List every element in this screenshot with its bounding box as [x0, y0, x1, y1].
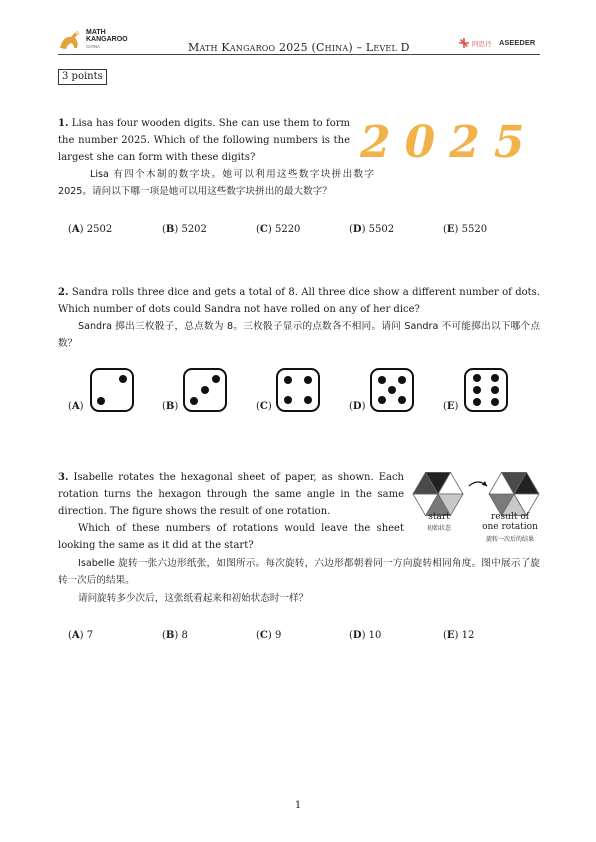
question-3-text-en-2: Which of these numbers of rotations would leave the sheet looking the same as it did at the start? — [58, 523, 404, 551]
question-1-text-cn: Lisa 有四个木制的数字块。她可以利用这些数字块拼出数字 2025。请问以下哪一项是她可以用这些数字块拼出的最大数字？ — [58, 169, 374, 197]
option-1b[interactable]: (B) 5202 — [162, 224, 207, 235]
result-label-1: result of — [490, 512, 530, 522]
die-dot — [119, 375, 127, 383]
option-3a[interactable]: (A) 7 — [68, 630, 94, 641]
option-label: C — [259, 224, 268, 235]
logo-line2: KANGAROO — [86, 36, 128, 43]
option-2a[interactable]: (A) — [68, 401, 84, 412]
question-3-text-cn-2: 请问旋转多少次后，这张纸看起来和初始状态时一样？ — [78, 593, 309, 604]
option-3b[interactable]: (B) 8 — [162, 630, 188, 641]
option-value: 12 — [461, 630, 475, 641]
die-five-dots[interactable] — [370, 368, 414, 412]
option-label: A — [71, 630, 80, 641]
question-3-en-1 — [58, 469, 404, 520]
die-dot — [398, 396, 406, 404]
die-dot — [190, 397, 198, 405]
header-title: Math Kangaroo 2025 (China) – Level D — [188, 41, 410, 54]
die-dot — [378, 376, 386, 384]
die-four-dots[interactable] — [276, 368, 320, 412]
option-label: E — [446, 630, 455, 641]
option-2c[interactable]: (C) — [256, 401, 272, 412]
kangaroo-logo-icon — [57, 28, 83, 52]
die-six-dots[interactable] — [464, 368, 508, 412]
die-dot — [398, 376, 406, 384]
question-2-text-en: Sandra rolls three dice and gets a total of 8. All three dice show a different number of dots. Which number of dots could Sandra not have rolled on any of her dice? — [58, 287, 540, 315]
option-value: 5502 — [368, 224, 395, 235]
option-value: 7 — [86, 630, 94, 641]
option-value: 9 — [274, 630, 282, 641]
logo-line1: MATH — [86, 29, 106, 36]
die-dot — [491, 398, 499, 406]
option-label: A — [71, 401, 80, 412]
die-dot — [212, 375, 220, 383]
die-three-dots[interactable] — [183, 368, 227, 412]
option-value: 2502 — [86, 224, 113, 235]
option-3e[interactable]: (E) 12 — [443, 630, 475, 641]
start-label: start — [428, 512, 450, 522]
die-dot — [491, 386, 499, 394]
question-2-text-cn: Sandra 掷出三枚骰子，总点数为 8。三枚骰子显示的点数各不相同。请问 Sandra 不可能掷出以下哪个点数？ — [58, 321, 540, 349]
die-dot — [491, 374, 499, 382]
question-3-text-cn-1: Isabelle 旋转一张六边形纸张，如图所示。每次旋转，六边形都朝着同一方向旋转相同角度。图中展示了旋转一次后的结果。 — [58, 558, 540, 586]
result-label-2: one rotation — [482, 522, 538, 532]
brand-name: ASEEDER — [499, 38, 536, 47]
die-dot — [473, 374, 481, 382]
start-label-cn: 初始状态 — [426, 525, 451, 532]
page-number: 1 — [294, 800, 302, 811]
option-label: C — [259, 630, 268, 641]
option-label: E — [446, 224, 455, 235]
points-badge: 3 points — [58, 69, 107, 85]
die-dot — [388, 386, 396, 394]
option-2b[interactable]: (B) — [162, 401, 179, 412]
option-label: A — [71, 224, 80, 235]
die-dot — [97, 397, 105, 405]
option-3d[interactable]: (D) 10 — [349, 630, 382, 641]
option-label: B — [165, 401, 175, 412]
question-1-text-en: Lisa has four wooden digits. She can use them to form the number 2025. Which of the following numbers is the largest she can form with these digits? — [58, 118, 351, 163]
die-dot — [304, 396, 312, 404]
question-1-en — [58, 115, 350, 166]
option-2d[interactable]: (D) — [349, 401, 366, 412]
option-label: D — [352, 630, 362, 641]
option-3c[interactable]: (C) 9 — [256, 630, 282, 641]
option-2e[interactable]: (E) — [443, 401, 459, 412]
option-1e[interactable]: (E) 5520 — [443, 224, 488, 235]
option-label: D — [352, 401, 362, 412]
option-label: E — [446, 401, 455, 412]
question-2-en — [58, 284, 540, 318]
option-label: B — [165, 224, 175, 235]
die-dot — [378, 396, 386, 404]
option-label: B — [165, 630, 175, 641]
result-hexagon — [489, 472, 539, 515]
die-dot — [284, 376, 292, 384]
question-1-number: 1. — [58, 118, 69, 129]
question-3-text-en-1: Isabelle rotates the hexagonal sheet of paper, as shown. Each rotation turns the hexagon through the same angle in the same direction. The figure shows the result of one rotation. — [58, 472, 405, 517]
die-dot — [201, 386, 209, 394]
logo-line3: CHINA — [86, 44, 101, 49]
option-label: D — [352, 224, 362, 235]
option-value: 5520 — [461, 224, 488, 235]
option-value: 5220 — [274, 224, 301, 235]
option-value: 8 — [181, 630, 188, 641]
option-value: 5202 — [181, 224, 207, 235]
die-two-dots[interactable] — [90, 368, 134, 412]
year-2025-figure: 2025 — [360, 117, 539, 168]
option-label: C — [259, 401, 268, 412]
die-dot — [473, 386, 481, 394]
result-label-cn: 旋转一次后的结果 — [485, 536, 534, 543]
header-divider — [58, 54, 540, 55]
option-1d[interactable]: (D) 5502 — [349, 224, 395, 235]
die-dot — [304, 376, 312, 384]
question-3-number: 3. — [58, 472, 69, 483]
option-value: 10 — [368, 630, 382, 641]
question-2-number: 2. — [58, 287, 69, 298]
die-dot — [284, 396, 292, 404]
start-hexagon — [413, 472, 463, 515]
die-dot — [473, 398, 481, 406]
brand-cn: 阿思丹 — [472, 41, 492, 48]
option-1a[interactable]: (A) 2502 — [68, 224, 113, 235]
aseeder-logo-icon — [458, 37, 470, 49]
option-1c[interactable]: (C) 5220 — [256, 224, 301, 235]
